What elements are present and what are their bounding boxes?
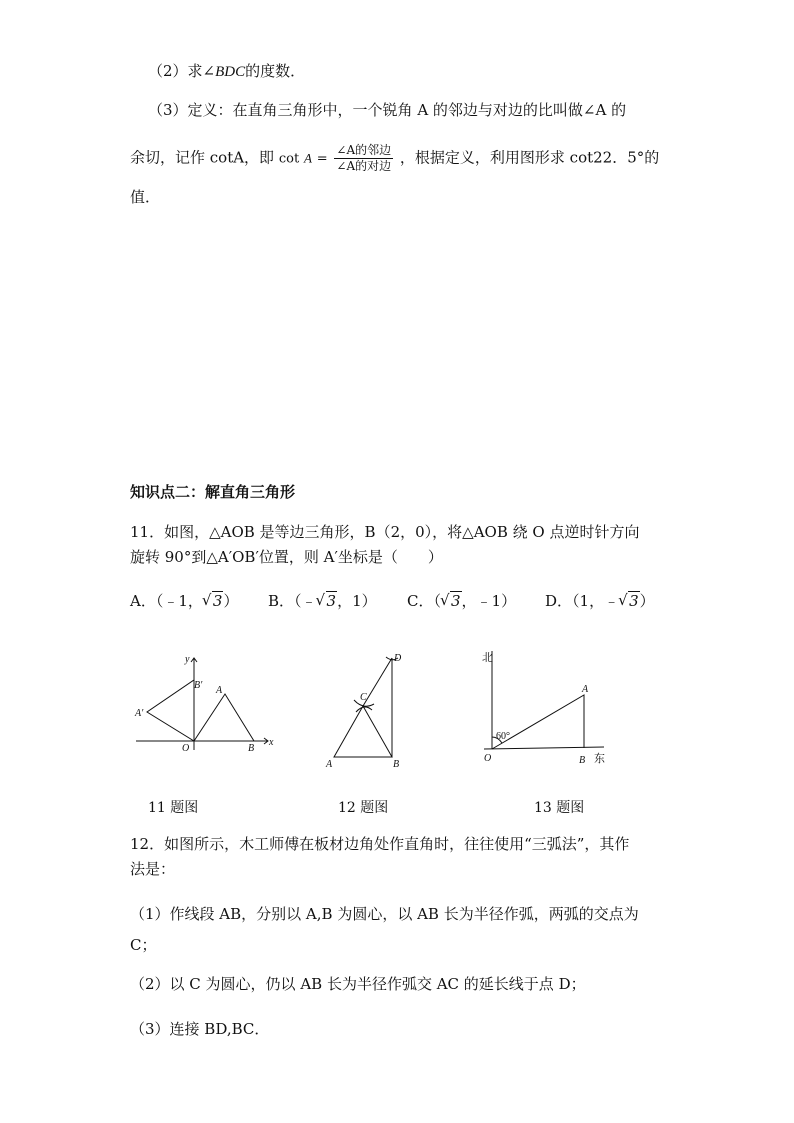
q10-part3-line2: 余切，记作 cotA，即 cot A = $\frac{\text{∠A的邻边}}{\text{∠A的对边}}$ ，根据定义，利用图形求 cot22．5°的	[130, 143, 660, 173]
option-d: D．（1，﹣√ 3）	[545, 590, 655, 612]
label-x: x	[269, 737, 274, 748]
sqrt-symbol: √ 3	[441, 590, 462, 612]
label-a-prime: A′	[135, 708, 144, 719]
q12-step2: （2）以 C 为圆心，仍以 AB 长为半径作弧交 AC 的延长线于点 D；	[130, 975, 586, 993]
triangle-a-prime-ob-prime	[147, 680, 194, 741]
section-title: 知识点二：解直角三角形	[130, 483, 296, 501]
figure-13-caption: 13 题图	[534, 800, 585, 816]
label-c: C	[360, 692, 367, 703]
label-b: B	[579, 755, 586, 766]
q12-step1-line1: （1）作线段 AB，分别以 A,B 为圆心，以 AB 长为半径作弧，两弧的交点为	[130, 905, 639, 923]
label-a: A	[582, 684, 589, 695]
option-a: A．（﹣1，√ 3）	[130, 590, 268, 612]
triangle-abc	[334, 706, 392, 757]
figure-11-caption: 11 题图	[148, 800, 199, 816]
label-b-prime: B′	[194, 680, 203, 691]
option-b: B．（﹣√ 3，1）	[268, 590, 407, 612]
q10-part3-line1: （3）定义：在直角三角形中，一个锐角 A 的邻边与对边的比叫做∠A 的	[148, 101, 627, 119]
label-o: O	[182, 743, 190, 754]
q12-line1: 12．如图所示，木工师傅在板材边角处作直角时，往往使用“三弧法”，其作	[130, 835, 630, 853]
label-o: O	[484, 753, 492, 764]
label-d: D	[394, 653, 402, 664]
label-angle: 60°	[496, 731, 510, 742]
option-c: C．（√ 3，﹣1）	[407, 590, 545, 612]
q11-line2: 旋转 90°到△A′OB′位置，则 A′坐标是（ ）	[130, 548, 443, 566]
triangle-aob	[194, 694, 254, 741]
q12-step3: （3）连接 BD,BC．	[130, 1020, 270, 1038]
label-a: A	[216, 685, 223, 696]
q11-options	[130, 590, 655, 612]
fraction-denominator: ∠A的对边	[336, 159, 392, 173]
fraction-numerator: ∠A的邻边	[336, 143, 392, 157]
q10-part2: （2）求∠BDC的度数．	[148, 62, 306, 80]
figure-11-diagram	[128, 650, 288, 760]
q11-line1: 11．如图，△AOB 是等边三角形，B（2，0），将△AOB 绕 O 点逆时针方向	[130, 523, 640, 541]
label-a: A	[326, 759, 333, 770]
figure-13-diagram	[478, 647, 613, 772]
cot-fraction	[334, 143, 393, 174]
angle-var: BDC	[215, 64, 246, 80]
sqrt-symbol: √ 3	[203, 590, 224, 612]
q12-line2: 法是：	[130, 860, 176, 878]
q12-step1-line2: C；	[130, 936, 157, 954]
label-b: B	[248, 743, 255, 754]
figure-12-diagram	[322, 648, 412, 773]
label-y: y	[185, 654, 190, 665]
sqrt-symbol: √ 3	[317, 590, 338, 612]
label-b: B	[393, 759, 400, 770]
line-cd	[363, 658, 392, 706]
label-east: 东	[594, 753, 605, 765]
figure-12-caption: 12 题图	[338, 800, 389, 816]
q10-part3-line3: 值．	[130, 188, 161, 206]
east-line	[484, 747, 604, 749]
sqrt-symbol: √ 3	[619, 590, 640, 612]
label-north: 北	[482, 652, 493, 664]
